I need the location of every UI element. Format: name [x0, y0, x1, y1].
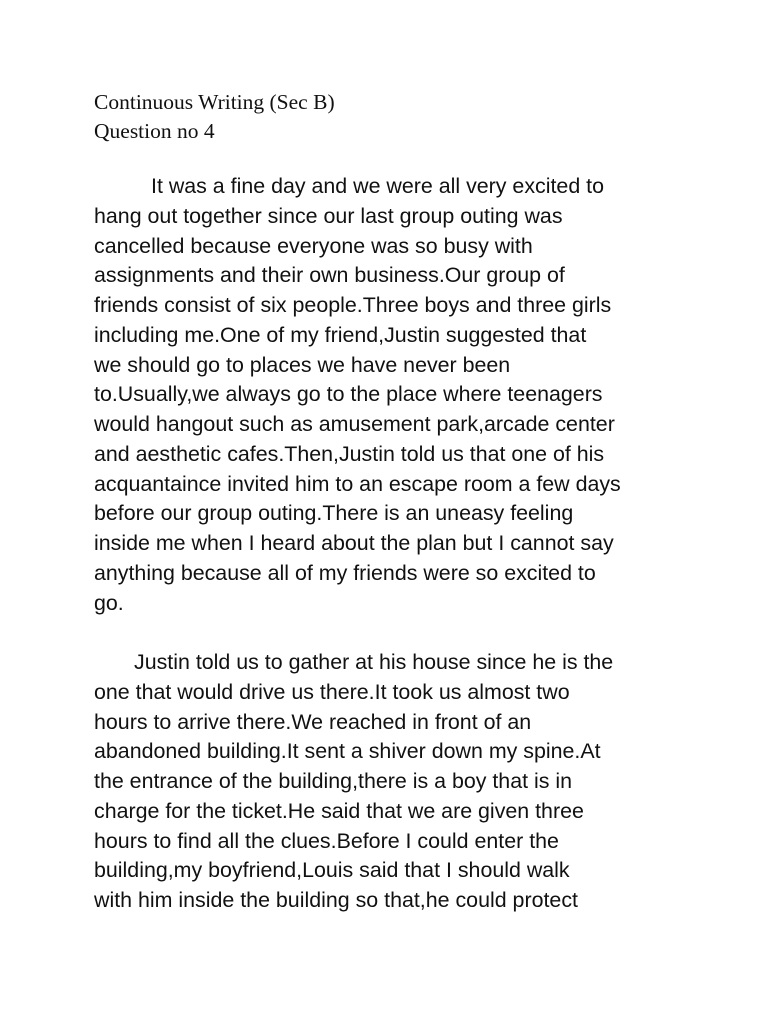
paragraph-1-line: cancelled because everyone was so busy with [94, 233, 533, 258]
document-header [94, 88, 335, 146]
paragraph-1-line: go. [94, 590, 124, 615]
paragraph-2-line: Justin told us to gather at his house since he is the [134, 650, 614, 674]
paragraph-1-line: to.Usually,we always go to the place where teenagers [94, 382, 603, 407]
paragraph-1-line: assignments and their own business.Our group of [94, 263, 565, 288]
paragraph-1-line: before our group outing.There is an uneasy feeling [94, 501, 574, 526]
paragraph-2-line: abandoned building.It sent a shiver down my spine.At [94, 739, 601, 764]
document-title: Continuous Writing (Sec B) [94, 90, 335, 114]
paragraph-2-line: hours to find all the clues.Before I could enter the [94, 828, 559, 853]
paragraph-1-line: would hangout such as amusement park,arcade center [94, 412, 615, 436]
paragraph-2-line: charge for the ticket.He said that we are given three [94, 798, 584, 823]
paragraph-1-line: hang out together since our last group outing was [94, 203, 563, 228]
paragraph-1-line: It was a fine day and we were all very excited to [151, 174, 604, 198]
paragraph-1-line: and aesthetic cafes.Then,Justin told us that one of his [94, 441, 605, 466]
paragraph-2-line: building,my boyfriend,Louis said that I should walk [94, 858, 570, 883]
paragraph-1-line: acquantaince invited him to an escape room a few days [94, 471, 621, 496]
paragraph-2 [94, 648, 694, 916]
paragraph-spacer [94, 618, 694, 648]
paragraph-2-line: the entrance of the building,there is a boy that is in [94, 769, 573, 793]
essay-body [94, 172, 694, 916]
paragraph-2-line: hours to arrive there.We reached in front of an [94, 709, 532, 734]
paragraph-1-line: including me.One of my friend,Justin suggested that [94, 322, 587, 347]
paragraph-1-line: inside me when I heard about the plan but I cannot say [94, 531, 614, 555]
paragraph-1 [94, 172, 694, 618]
paragraph-1-line: friends consist of six people.Three boys and three girls [94, 293, 612, 317]
paragraph-1-line: we should go to places we have never been [94, 352, 511, 377]
paragraph-1-line: anything because all of my friends were so excited to [94, 560, 596, 585]
question-number: Question no 4 [94, 119, 215, 143]
paragraph-2-line: with him inside the building so that,he could protect [94, 888, 578, 912]
paragraph-2-line: one that would drive us there.It took us almost two [94, 679, 570, 704]
